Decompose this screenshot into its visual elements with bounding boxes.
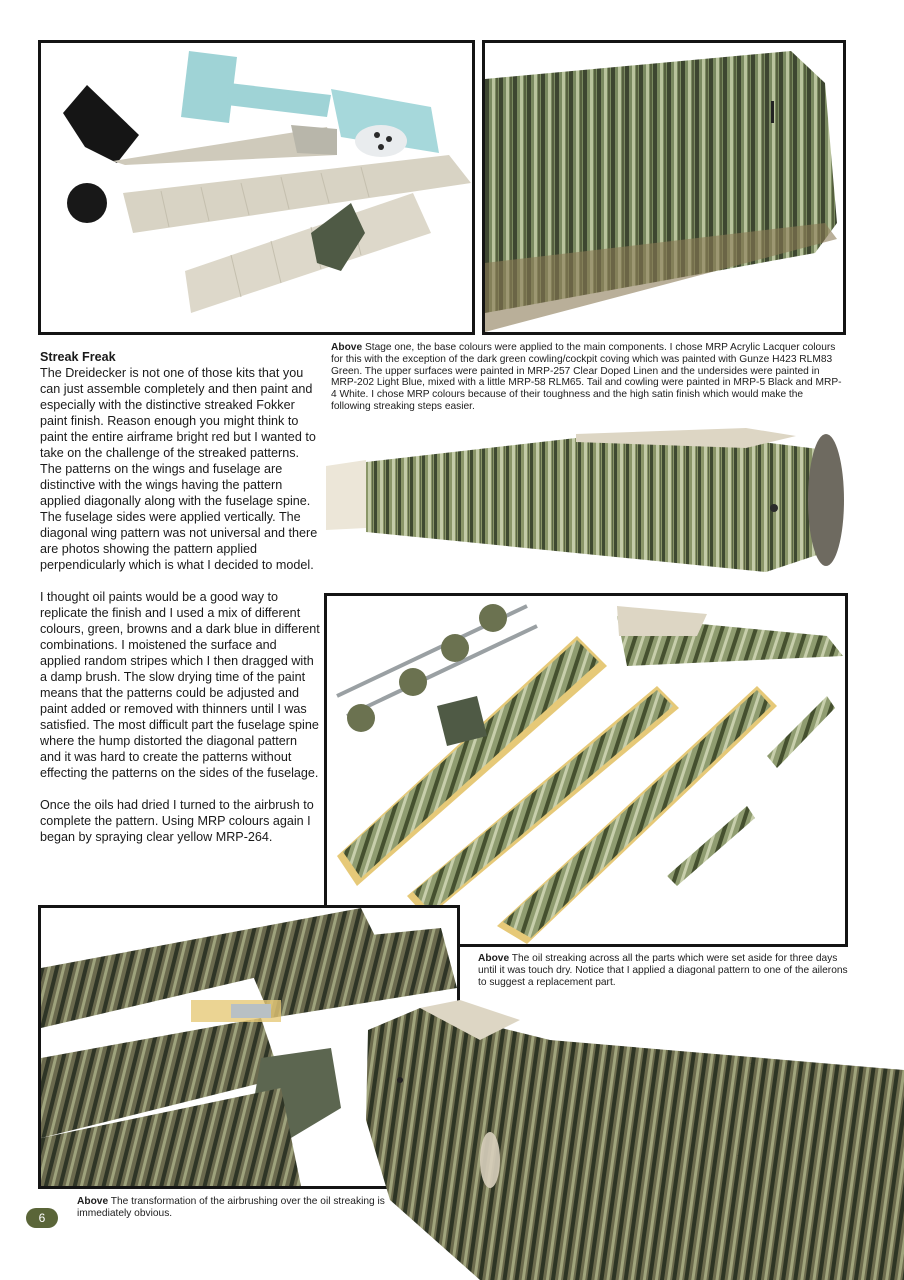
page-number: 6 xyxy=(26,1208,58,1228)
article-heading: Streak Freak xyxy=(40,350,116,364)
photo-all-parts-streaked xyxy=(324,593,848,947)
photo-fuselage-side xyxy=(326,420,886,590)
photo-fuselage-streaks xyxy=(482,40,846,335)
caption-base-colours xyxy=(331,342,845,413)
caption-lead: Above xyxy=(77,1196,109,1207)
article-paragraph: I thought oil paints would be a good way to replicate the finish and I used a mix of different colours, green, browns and a dark blue in different combinations. I moistened the surface and applied random stripes which I then dragged with a damp brush. The slow drying time of the paint means that the patterns could be adjusted and paint added or removed with thinners until I was satisfied. The most difficult part the fuselage spine where the hump distorted the diagonal pattern and it was hard to create the patterns without effecting the patterns on the sides of the fuselage. xyxy=(40,590,320,780)
caption-text: The oil streaking across all the parts which were set aside for three days until it was touch dry. Notice that I applied a diagonal pattern to one of the ailerons to suggest a replacement part. xyxy=(478,953,848,988)
caption-lead: Above xyxy=(331,342,363,353)
caption-text: The transformation of the airbrushing over the oil streaking is immediately obvious. xyxy=(77,1196,385,1219)
article-paragraph: Once the oils had dried I turned to the airbrush to complete the pattern. Using MRP colours again I began by spraying clear yellow MRP-264. xyxy=(40,798,314,844)
caption-oil-streaking xyxy=(478,953,848,988)
caption-text: Stage one, the base colours were applied to the main components. I chose MRP Acrylic Lacquer colours for this with the exception of the dark green cowling/cockpit coving which was painted with Gunze H423 RLM83 Green. The upper surfaces were painted in MRP-257 Clear Doped Linen and the undersides were painted in MRP-202 Light Blue, mixed with a little MRP-58 RLM65. Tail and cowling were painted in MRP-5 Black and MRP-4 White. I chose MRP colours because of their toughness and the high satin finish which would make the following streaking steps easier. xyxy=(331,342,842,412)
photo-airbrushed-fuselage xyxy=(360,1000,904,1280)
article-body xyxy=(40,349,320,861)
caption-airbrushing xyxy=(77,1196,422,1220)
caption-lead: Above xyxy=(478,953,510,964)
article-paragraph: The Dreidecker is not one of those kits that you can just assemble completely and then paint and especially with the distinctive streaked Fokker paint finish. Reason enough you might think to paint the entire airframe bright red but I wanted to take on the challenge of the streaked patterns. The patterns on the wings and fuselage are distinctive with the wings having the pattern applied diagonally along with the fuselage spine. The fuselage sides were applied vertically. The diagonal wing pattern was not universal and there are photos showing the pattern applied perpendicularly which is what I decided to model. xyxy=(40,366,318,572)
photo-base-colours xyxy=(38,40,475,335)
